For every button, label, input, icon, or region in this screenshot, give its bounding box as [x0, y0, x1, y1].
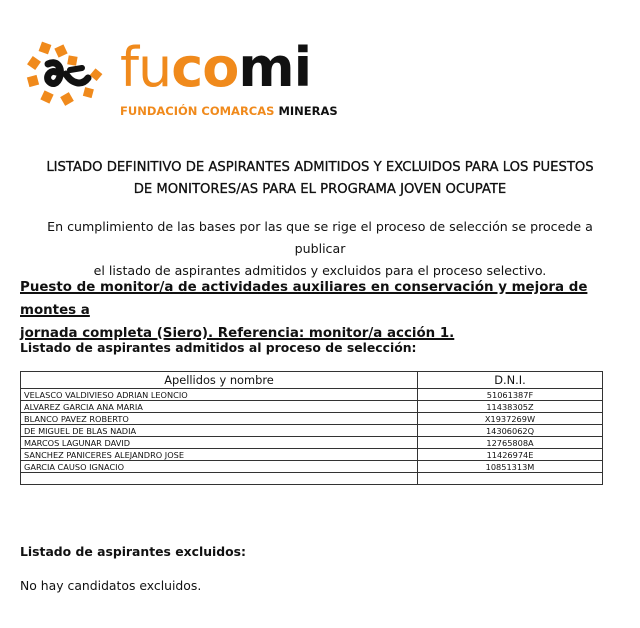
fucomi-logo	[20, 36, 340, 125]
logo-subtitle-part1: FUNDACIÓN COMARCAS	[120, 104, 275, 118]
table-row-empty	[21, 473, 603, 485]
cell-name: GARCIA CAUSO IGNACIO	[21, 461, 418, 473]
cell-dni: 14306062Q	[418, 425, 603, 437]
logo-subtitle	[120, 104, 338, 118]
cell-dni: 10851313M	[418, 461, 603, 473]
cell-dni: 12765808A	[418, 437, 603, 449]
table-header-row	[21, 372, 603, 389]
document-title-line1: LISTADO DEFINITIVO DE ASPIRANTES ADMITIDOS Y EXCLUIDOS PARA LOS PUESTOS	[46, 160, 594, 175]
document-title	[20, 157, 620, 201]
table-row	[21, 437, 603, 449]
document-title-line2: DE MONITORES/AS PARA EL PROGRAMA JOVEN OCUPATE	[133, 182, 507, 197]
cell-name: SANCHEZ PANICERES ALEJANDRO JOSE	[21, 449, 418, 461]
cell-dni: 11438305Z	[418, 401, 603, 413]
excluded-heading: Listado de aspirantes excluidos:	[20, 544, 247, 559]
cell-dni: 11426974E	[418, 449, 603, 461]
table-row	[21, 425, 603, 437]
cell-name: VELASCO VALDIVIESO ADRIAN LEONCIO	[21, 389, 418, 401]
cell-dni: 51061387F	[418, 389, 603, 401]
cell-name: DE MIGUEL DE BLAS NADIA	[21, 425, 418, 437]
intro-line2: el listado de aspirantes admitidos y excluidos para el proceso selectivo.	[93, 263, 547, 278]
position-heading	[20, 276, 620, 345]
logo-word-part2: co	[171, 36, 239, 99]
table-row	[21, 401, 603, 413]
position-line1: Puesto de monitor/a de actividades auxiliares en conservación y mejora de montes a	[20, 280, 588, 318]
table-row	[21, 449, 603, 461]
logo-wordmark	[120, 36, 311, 100]
excluded-text: No hay candidatos excluidos.	[20, 578, 202, 593]
intro-line1: En cumplimiento de las bases por las que se rige el proceso de selección se procede a publicar	[47, 219, 593, 256]
cell-name: MARCOS LAGUNAR DAVID	[21, 437, 418, 449]
table-row	[21, 461, 603, 473]
admitted-heading: Listado de aspirantes admitidos al proceso de selección:	[20, 340, 417, 355]
cell-dni	[418, 473, 603, 485]
position-line2: jornada completa (Siero). Referencia: monitor/a acción 1.	[20, 326, 455, 341]
cell-dni: X1937269W	[418, 413, 603, 425]
logo-word-part3: mi	[238, 36, 312, 99]
table-row	[21, 389, 603, 401]
cell-name: BLANCO PAVEZ ROBERTO	[21, 413, 418, 425]
logo-word-part1: fu	[120, 36, 172, 99]
column-header-name: Apellidos y nombre	[21, 372, 418, 389]
cell-name: ALVAREZ GARCIA ANA MARIA	[21, 401, 418, 413]
table-row	[21, 413, 603, 425]
column-header-dni: D.N.I.	[418, 372, 603, 389]
fucomi-logo-mark-icon	[26, 40, 126, 110]
cell-name	[21, 473, 418, 485]
intro-paragraph	[20, 216, 620, 282]
admitted-table	[20, 371, 603, 485]
logo-subtitle-part2: MINERAS	[278, 104, 338, 118]
